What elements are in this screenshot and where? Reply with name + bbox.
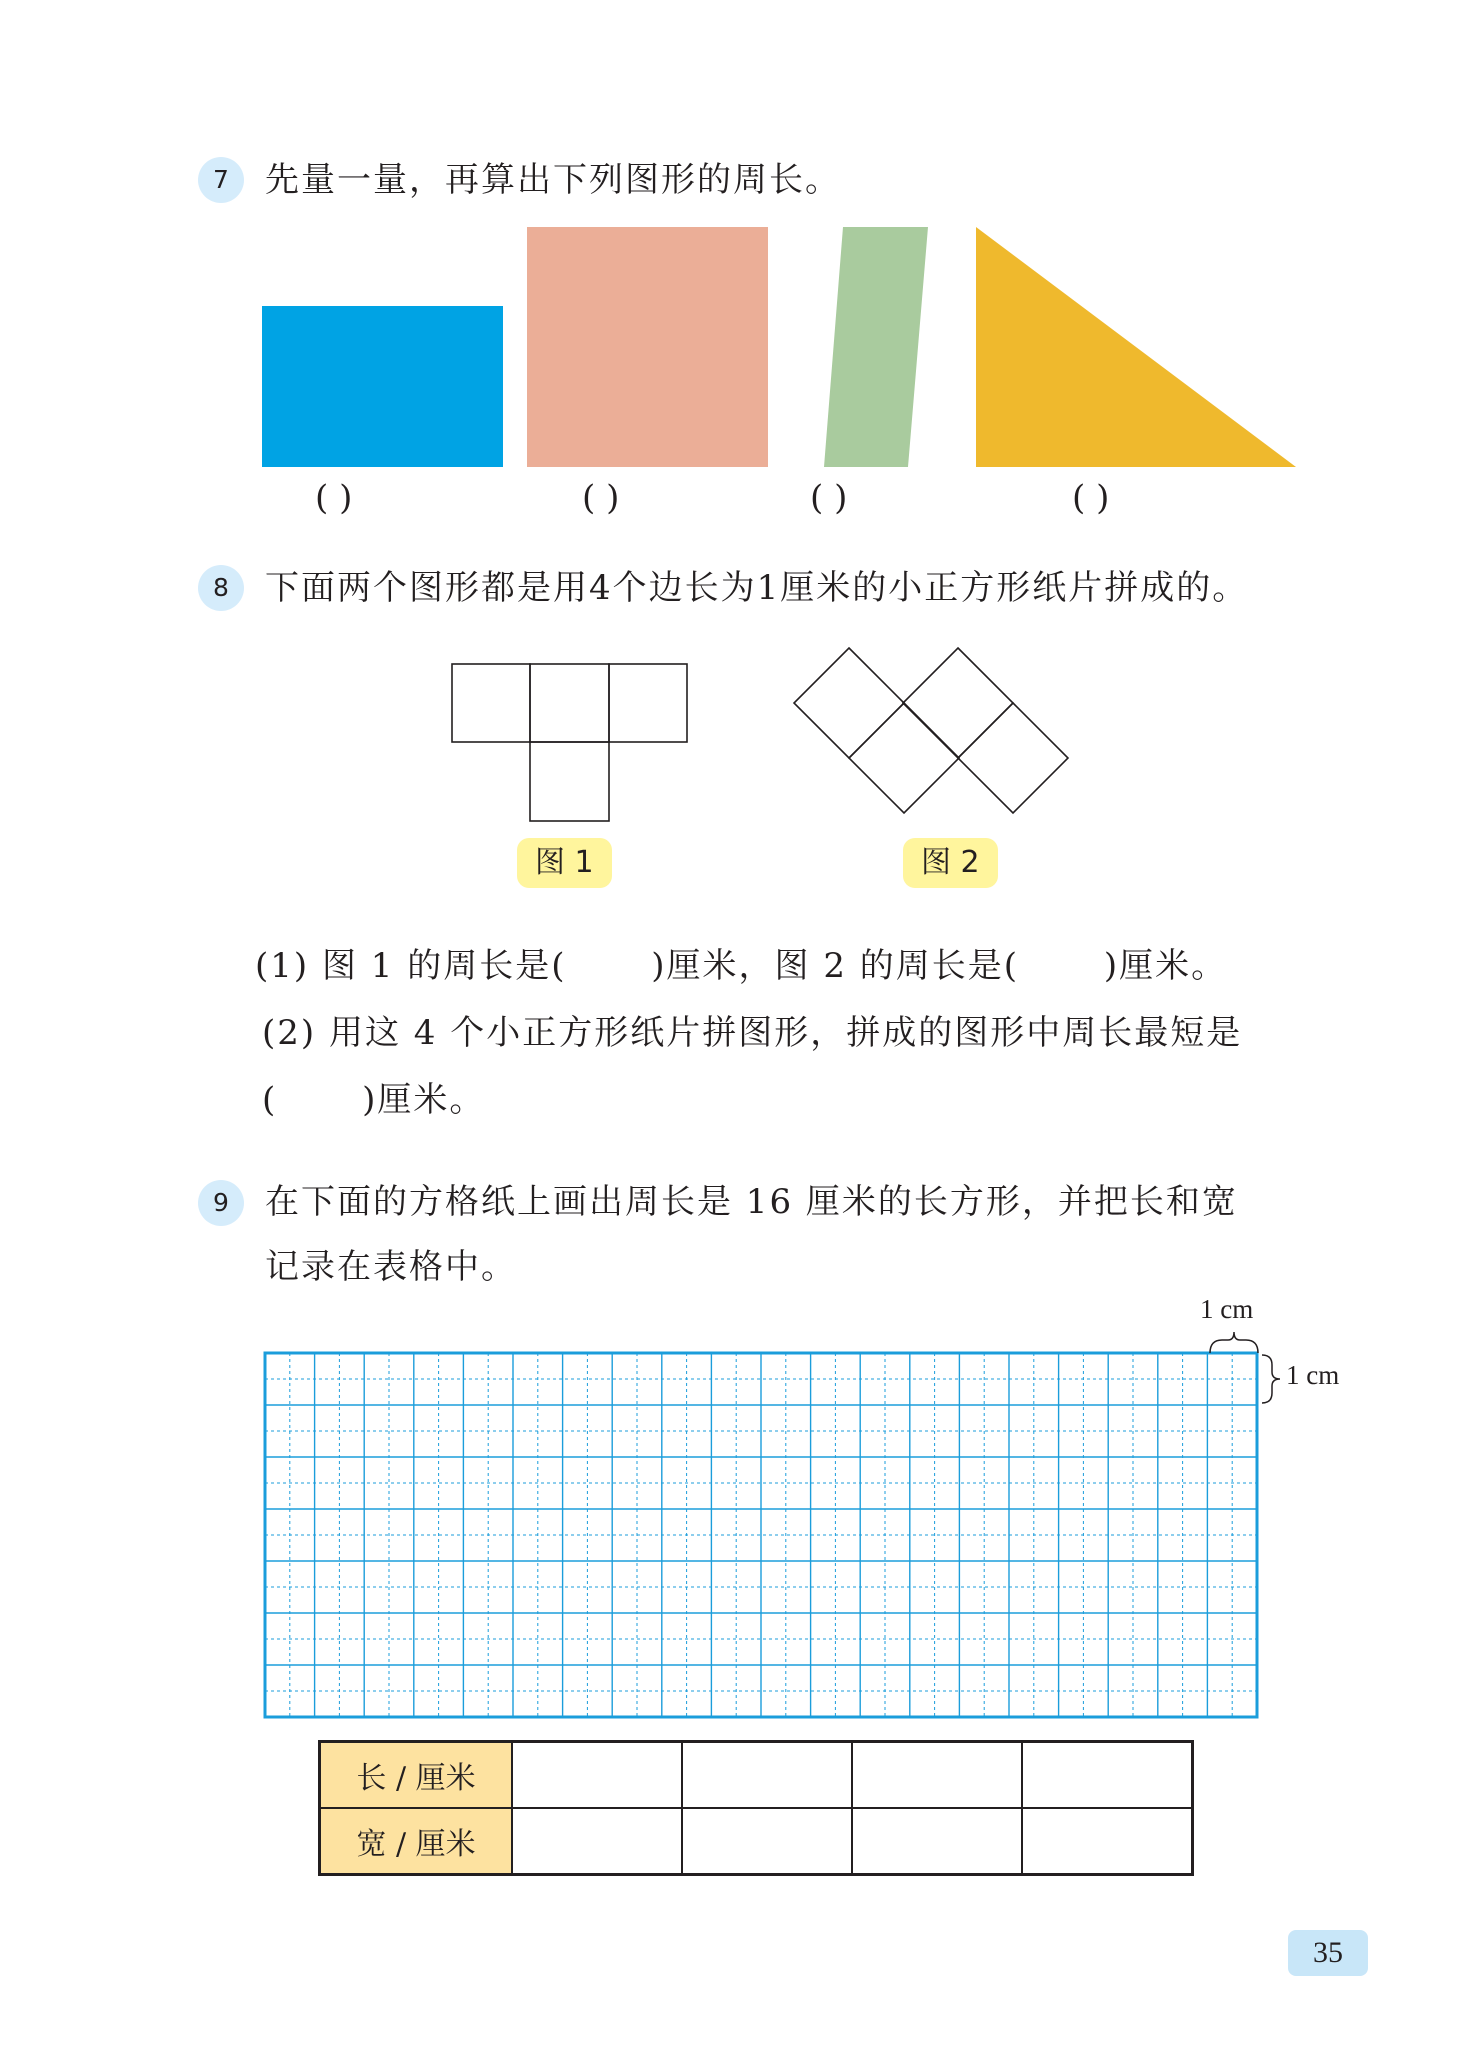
row-label-length: 长 / 厘米 — [320, 1742, 513, 1809]
brace-right — [1262, 1355, 1280, 1403]
question-number-7: 7 — [198, 157, 244, 203]
table-cell[interactable] — [512, 1742, 682, 1809]
grid-paper[interactable] — [0, 1320, 1457, 1720]
question-9-text-line2: 记录在表格中。 — [265, 1247, 517, 1287]
row-label-width: 宽 / 厘米 — [320, 1808, 513, 1875]
blank-parallelogram[interactable]: ( ) — [810, 478, 848, 518]
blank-triangle[interactable]: ( ) — [1072, 478, 1110, 518]
question-9-text-line1: 在下面的方格纸上画出周长是 16 厘米的长方形，并把长和宽 — [265, 1182, 1238, 1222]
table-cell[interactable] — [852, 1808, 1022, 1875]
figure-2-label: 图 2 — [903, 838, 998, 888]
question-7-text: 先量一量，再算出下列图形的周长。 — [265, 160, 841, 200]
record-table — [318, 1740, 1194, 1876]
table-cell[interactable] — [682, 1808, 852, 1875]
q8-figures — [0, 600, 1457, 840]
yellow-triangle — [976, 227, 1296, 467]
table-row-width — [320, 1808, 1193, 1875]
q7-shapes — [0, 0, 1457, 520]
figure-2-diamond-shape — [794, 648, 1068, 813]
table-cell[interactable] — [1022, 1742, 1193, 1809]
q8-sub2-line1: (2) 用这 4 个小正方形纸片拼图形，拼成的图形中周长最短是 — [262, 1013, 1243, 1053]
blank-rectangle[interactable]: ( ) — [315, 478, 353, 518]
question-8-text: 下面两个图形都是用4个边长为1厘米的小正方形纸片拼成的。 — [265, 568, 1249, 608]
table-row-length — [320, 1742, 1193, 1809]
figure-1-label: 图 1 — [517, 838, 612, 888]
question-number-9: 9 — [198, 1180, 244, 1226]
unit-label-right: 1 cm — [1286, 1360, 1340, 1390]
blank-square[interactable]: ( ) — [582, 478, 620, 518]
green-parallelogram — [824, 227, 928, 467]
table-cell[interactable] — [1022, 1808, 1193, 1875]
unit-label-top: 1 cm — [1200, 1294, 1254, 1324]
page-number: 35 — [1288, 1930, 1368, 1976]
table-cell[interactable] — [852, 1742, 1022, 1809]
grid-lines — [265, 1353, 1257, 1717]
q8-sub1: (1) 图 1 的周长是( )厘米，图 2 的周长是( )厘米。 — [255, 946, 1228, 986]
pink-square — [527, 227, 768, 467]
q8-sub2-line2: ( )厘米。 — [262, 1080, 486, 1120]
brace-top — [1210, 1332, 1258, 1353]
figure-1-t-shape — [452, 664, 687, 821]
table-cell[interactable] — [682, 1742, 852, 1809]
question-number-8: 8 — [198, 565, 244, 611]
blue-rectangle — [262, 306, 503, 467]
table-cell[interactable] — [512, 1808, 682, 1875]
